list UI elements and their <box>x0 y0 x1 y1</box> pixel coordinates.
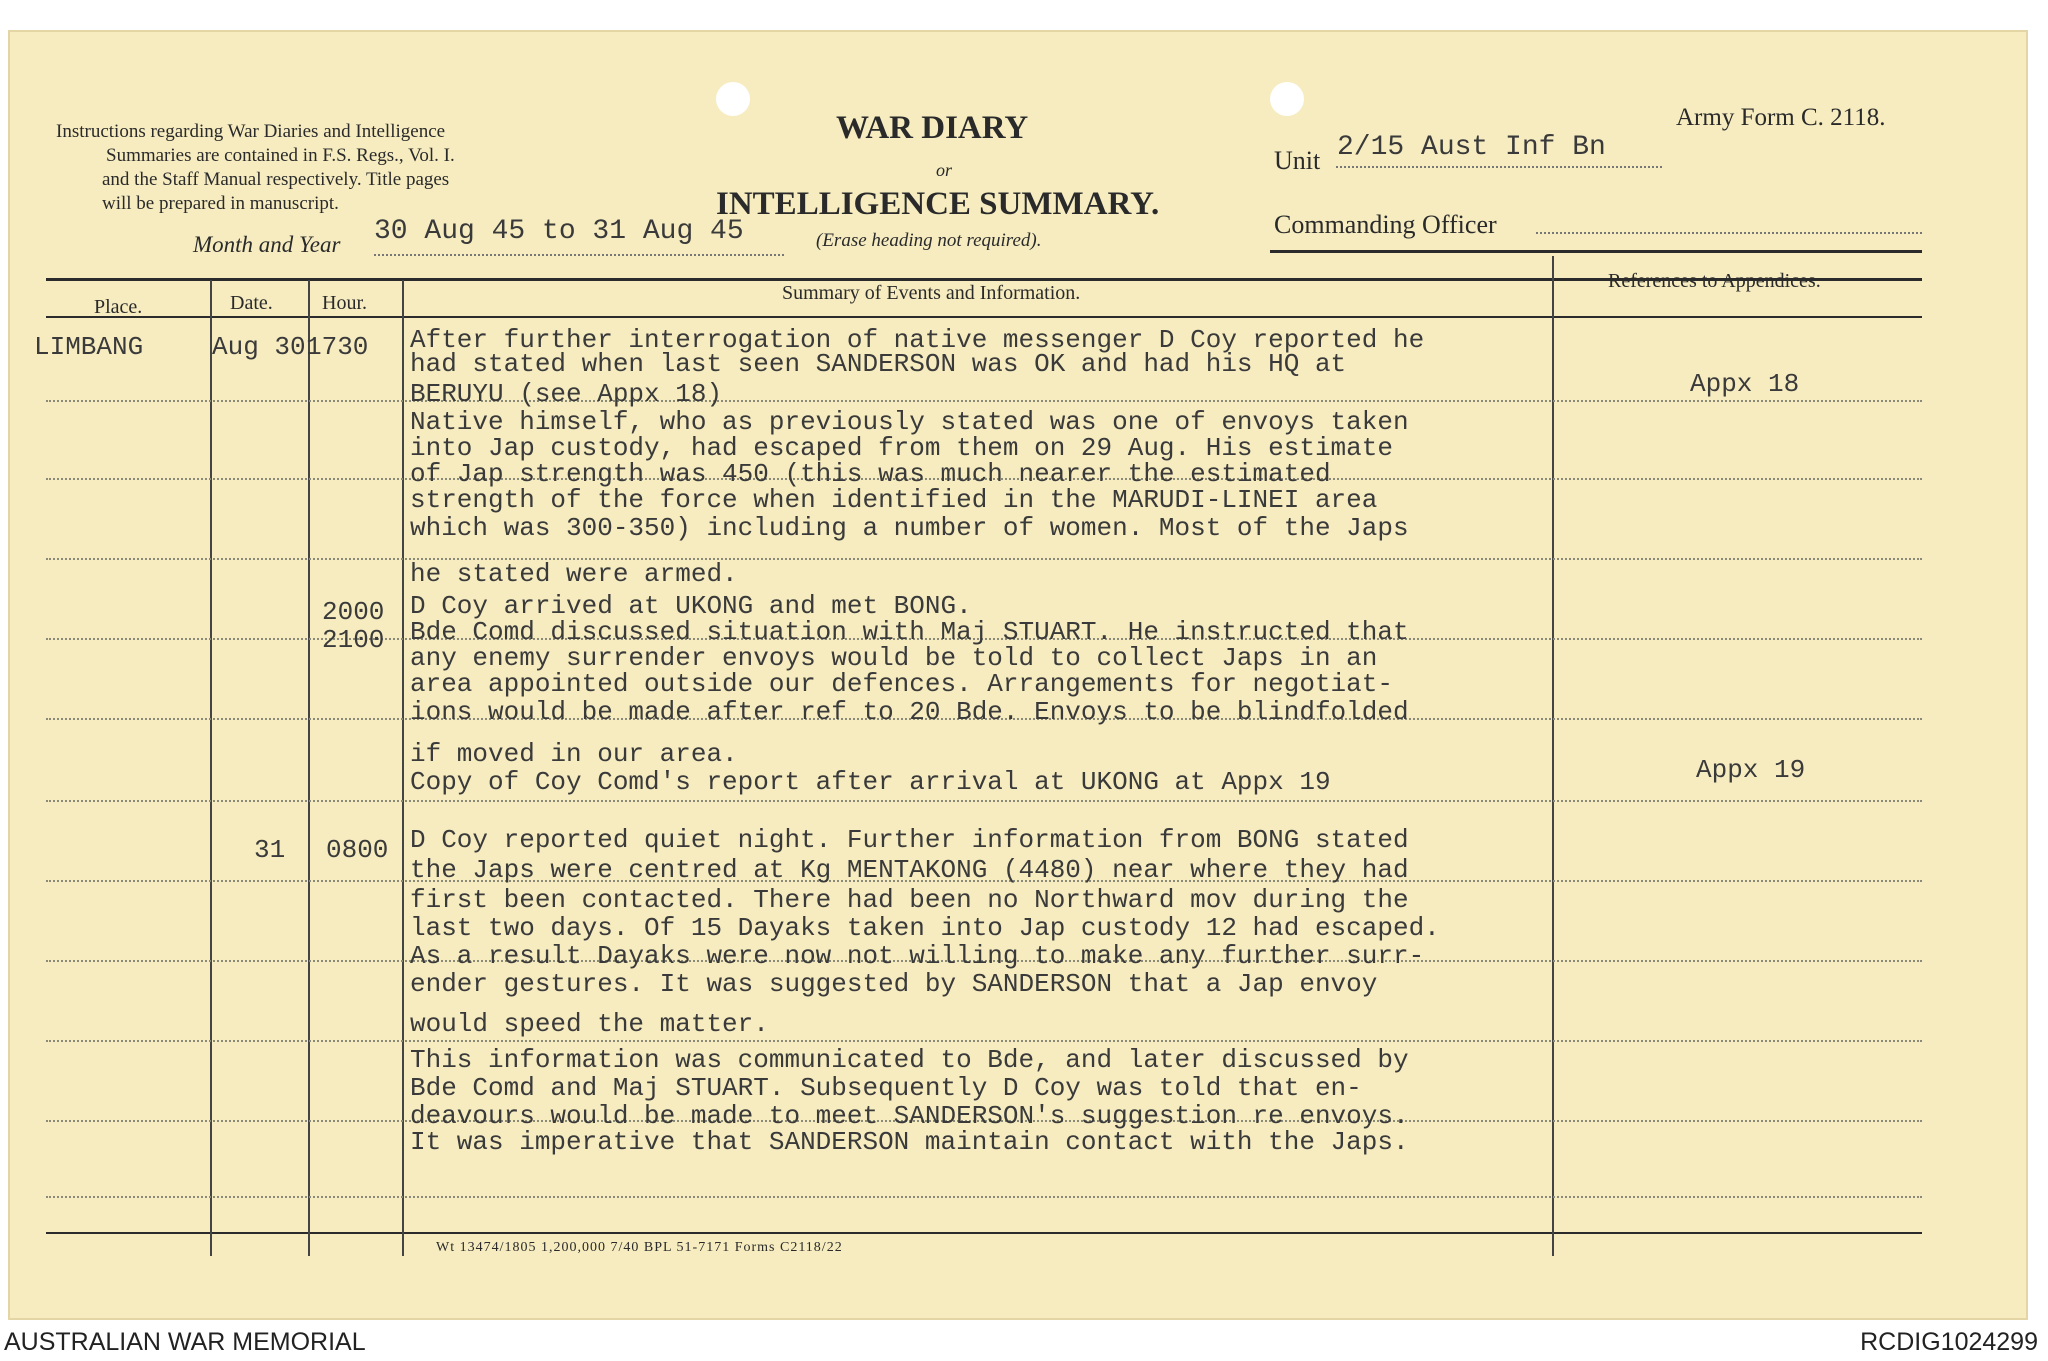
summary-line: any enemy surrender envoys would be told to collect Japs in an <box>410 643 1378 673</box>
column-header-summary: Summary of Events and Information. <box>782 282 1081 304</box>
instructions-line: Summaries are contained in F.S. Regs., Vol. I. <box>106 145 455 166</box>
instructions-note <box>56 120 616 216</box>
summary-line: the Japs were centred at Kg MENTAKONG (4480) near where they had <box>410 855 1409 885</box>
ruled-line <box>46 1040 1922 1042</box>
entry-date: 31 <box>254 835 286 865</box>
appendix-reference: Appx 19 <box>1696 755 1806 785</box>
summary-line: area appointed outside our defences. Arrangements for negotiat- <box>410 669 1393 699</box>
entry-place: LIMBANG <box>34 332 144 362</box>
entry-date: Aug 30 <box>212 332 306 362</box>
punch-hole <box>1270 82 1304 116</box>
ruled-line <box>46 558 1922 560</box>
summary-line: had stated when last seen SANDERSON was OK and had his HQ at <box>410 349 1347 379</box>
column-header-hour: Hour. <box>322 292 367 314</box>
month-year-value: 30 Aug 45 to 31 Aug 45 <box>374 216 744 247</box>
summary-line: D Coy reported quiet night. Further information from BONG stated <box>410 825 1409 855</box>
print-run-footer: Wt 13474/1805 1,200,000 7/40 BPL 51-7171 Forms C2118/22 <box>436 1240 843 1255</box>
summary-line: After further interrogation of native messenger D Coy reported he <box>410 325 1425 355</box>
summary-line: Native himself, who as previously stated was one of envoys taken <box>410 407 1409 437</box>
summary-line: he stated were armed. <box>410 559 738 589</box>
entry-hour: 1730 <box>306 332 369 362</box>
column-divider <box>1552 256 1554 1256</box>
summary-line: would speed the matter. <box>410 1009 769 1039</box>
summary-line: of Jap strength was 450 (this was much nearer the estimated <box>410 459 1331 489</box>
column-divider <box>210 280 212 1256</box>
summary-line: Bde Comd and Maj STUART. Subsequently D Coy was told that en- <box>410 1073 1362 1103</box>
month-year-label: Month and Year <box>193 232 341 257</box>
column-divider <box>402 280 404 1256</box>
summary-line: Copy of Coy Comd's report after arrival at UKONG at Appx 19 <box>410 767 1331 797</box>
summary-line: last two days. Of 15 Dayaks taken into Jap custody 12 had escaped. <box>410 913 1440 943</box>
month-year-line <box>374 254 784 256</box>
summary-line: This information was communicated to Bde, and later discussed by <box>410 1045 1409 1075</box>
instructions-line: and the Staff Manual respectively. Title pages <box>102 169 450 190</box>
ruled-line <box>46 1196 1922 1198</box>
summary-line: ions would be made after ref to 20 Bde. Envoys to be blindfolded <box>410 697 1409 727</box>
column-header-place: Place. <box>94 296 143 318</box>
unit-label: Unit <box>1274 146 1321 175</box>
punch-hole <box>716 82 750 116</box>
summary-line: As a result Dayaks were now not willing to make any further surr- <box>410 941 1425 971</box>
erase-heading-note: (Erase heading not required). <box>816 230 1042 251</box>
archive-caption: AUSTRALIAN WAR MEMORIAL <box>4 1328 366 1356</box>
instructions-line: Instructions regarding War Diaries and Intelligence <box>56 121 446 142</box>
summary-line: ender gestures. It was suggested by SANDERSON that a Jap envoy <box>410 969 1378 999</box>
table-bottom-rule <box>46 1232 1922 1234</box>
summary-line: BERUYU (see Appx 18) <box>410 379 723 409</box>
summary-line: deavours would be made to meet SANDERSON's suggestion re envoys. <box>410 1101 1409 1131</box>
summary-line: strength of the force when identified in the MARUDI-LINEI area <box>410 485 1378 515</box>
header-rule <box>1270 250 1922 253</box>
archive-reference-id: RCDIG1024299 <box>1860 1328 2038 1356</box>
summary-line: It was imperative that SANDERSON maintain contact with the Japs. <box>410 1127 1409 1157</box>
summary-line: Bde Comd discussed situation with Maj STUART. He instructed that <box>410 617 1409 647</box>
column-header-date: Date. <box>230 292 273 314</box>
column-header-references: References to Appendices. <box>1608 270 1821 292</box>
entry-hour: 2000 <box>322 597 385 627</box>
ruled-line <box>46 800 1922 802</box>
form-title-or: or <box>936 160 953 180</box>
appendix-reference: Appx 18 <box>1690 369 1800 399</box>
summary-line: D Coy arrived at UKONG and met BONG. <box>410 591 972 621</box>
summary-line: which was 300-350) including a number of women. Most of the Japs <box>410 513 1409 543</box>
summary-line: if moved in our area. <box>410 739 738 769</box>
ruled-line <box>46 400 1922 402</box>
form-title-intelligence-summary: INTELLIGENCE SUMMARY. <box>716 186 1160 222</box>
column-header-rule <box>46 316 1922 318</box>
form-title-war-diary: WAR DIARY <box>836 110 1029 146</box>
entry-hour: 2100 <box>322 625 385 655</box>
army-form-number: Army Form C. 2118. <box>1676 104 1886 131</box>
column-divider <box>308 280 310 1256</box>
summary-line: into Jap custody, had escaped from them on 29 Aug. His estimate <box>410 433 1393 463</box>
commanding-officer-line <box>1536 232 1922 234</box>
commanding-officer-label: Commanding Officer <box>1274 210 1497 239</box>
summary-line: first been contacted. There had been no Northward mov during the <box>410 885 1409 915</box>
instructions-line: will be prepared in manuscript. <box>102 193 339 214</box>
entry-hour: 0800 <box>326 835 389 865</box>
unit-line <box>1336 166 1662 168</box>
unit-value: 2/15 Aust Inf Bn <box>1337 132 1606 163</box>
